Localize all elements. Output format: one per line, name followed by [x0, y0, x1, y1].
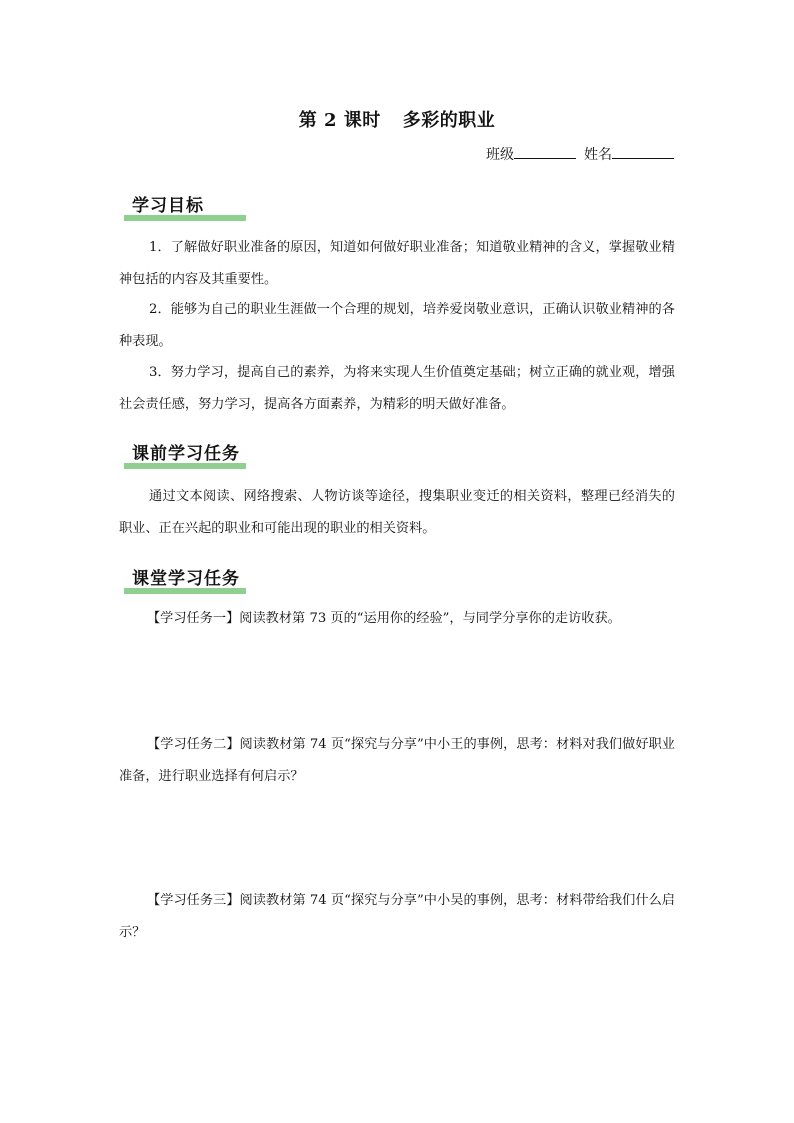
section-heading-label: 课前学习任务 — [132, 444, 240, 464]
page-title — [0, 106, 794, 132]
inclass-task-2: 【学习任务二】阅读教材第 74 页“探究与分享”中小王的事例，思考：材料对我们做好职业准备，进行职业选择有何启示？ — [119, 737, 675, 784]
lesson-number: 第 2 课时 — [298, 110, 381, 131]
section-heading-label: 学习目标 — [132, 196, 204, 216]
objective-item-1: 1．了解做好职业准备的原因，知道如何做好职业准备；知道敬业精神的含义，掌握敬业精神包括的内容及其重要性。 — [119, 240, 675, 287]
section-heading-objectives — [124, 195, 248, 221]
inclass-task-3: 【学习任务三】阅读教材第 74 页“探究与分享”中小吴的事例，思考：材料带给我们什么启示？ — [119, 893, 675, 940]
section-heading-preclass — [124, 443, 248, 469]
section-heading-inclass — [124, 568, 248, 594]
preclass-task-text: 通过文本阅读、网络搜索、人物访谈等途径，搜集职业变迁的相关资料，整理已经消失的职业、正在兴起的职业和可能出现的职业的相关资料。 — [119, 489, 675, 536]
lesson-topic: 多彩的职业 — [402, 110, 496, 131]
section-heading-label: 课堂学习任务 — [132, 569, 240, 589]
objective-item-3: 3．努力学习，提高自己的素养，为将来实现人生价值奠定基础；树立正确的就业观，增强社会责任感，努力学习，提高各方面素养，为精彩的明天做好准备。 — [119, 365, 675, 412]
objective-item-2: 2．能够为自己的职业生涯做一个合理的规划，培养爱岗敬业意识，正确认识敬业精神的各种表现。 — [119, 302, 675, 349]
inclass-task-1: 【学习任务一】阅读教材第 73 页的“运用你的经验”，与同学分享你的走访收获。 — [147, 611, 621, 626]
class-blank[interactable] — [514, 144, 576, 159]
name-blank[interactable] — [612, 144, 674, 159]
name-label: 姓名 — [584, 147, 612, 163]
student-info-line — [486, 144, 674, 164]
class-label: 班级 — [486, 147, 514, 163]
